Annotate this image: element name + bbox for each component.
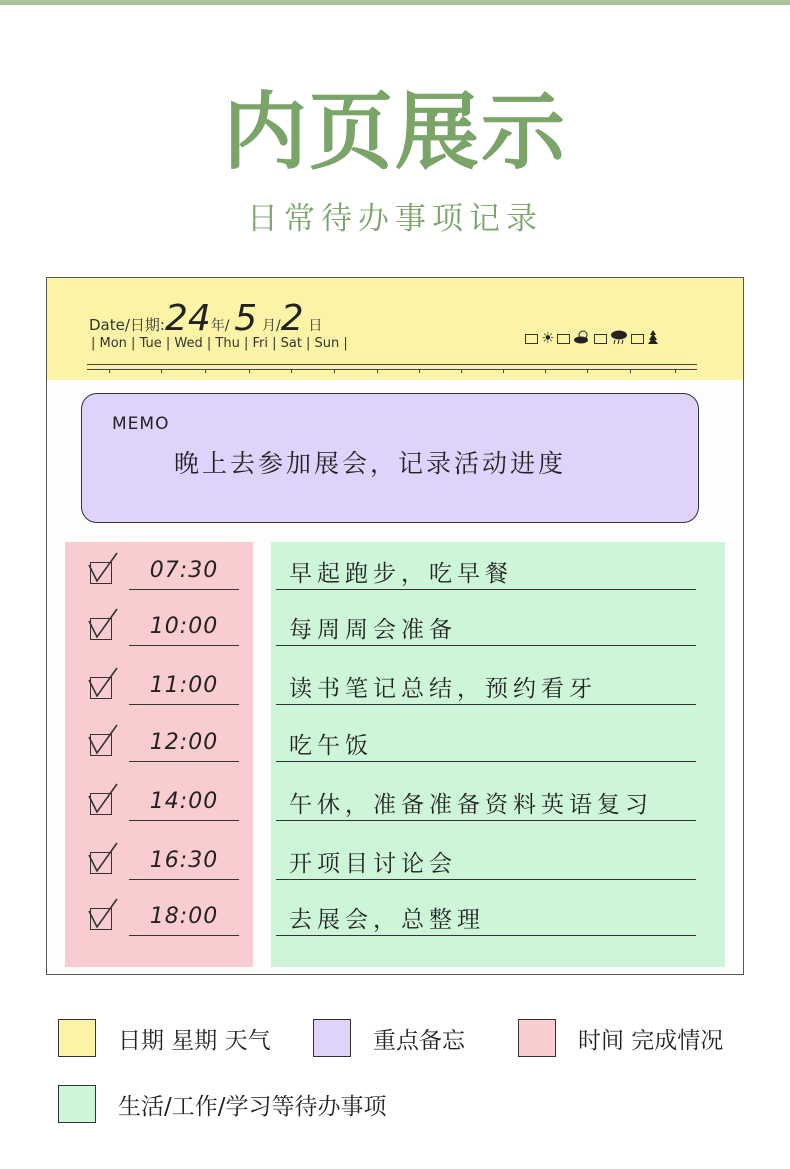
date-day: 2 [280, 298, 304, 339]
cloud-icon [573, 330, 591, 347]
row-time: 16:30 [149, 848, 219, 873]
date-prefix: Date/日期: [89, 316, 165, 334]
legend-swatch-green [58, 1085, 96, 1123]
time-underline [129, 761, 239, 762]
weekday-selector: | Mon | Tue | Wed | Thu | Fri | Sat | Sun | [91, 336, 348, 351]
time-underline [129, 820, 239, 821]
row-task: 每周周会准备 [289, 617, 457, 643]
time-underline [129, 935, 239, 936]
time-underline [129, 645, 239, 646]
date-header-band [47, 278, 743, 380]
legend-label: 重点备忘 [373, 1027, 465, 1054]
weather-checkbox-cloud[interactable] [557, 334, 570, 344]
header-rule-top [87, 364, 697, 365]
page-subtitle: 日常待办事项记录 [247, 201, 543, 237]
time-underline [129, 589, 239, 590]
row-time: 07:30 [149, 558, 219, 583]
legend-swatch-yellow [58, 1019, 96, 1057]
legend-swatch-pink [518, 1019, 556, 1057]
legend-swatch-purple [313, 1019, 351, 1057]
legend-item-time [518, 1019, 723, 1057]
rain-icon [610, 329, 628, 348]
date-month: 5 [234, 298, 258, 339]
task-underline [276, 645, 696, 646]
done-checkbox[interactable] [90, 793, 112, 815]
header-ruler-ticks [87, 369, 697, 374]
check-mark-icon [87, 897, 121, 933]
time-underline [129, 879, 239, 880]
time-underline [129, 704, 239, 705]
check-mark-icon [87, 607, 121, 643]
done-checkbox[interactable] [90, 562, 112, 584]
check-mark-icon [87, 782, 121, 818]
done-checkbox[interactable] [90, 852, 112, 874]
check-mark-icon [87, 723, 121, 759]
row-task: 吃午饭 [289, 733, 373, 759]
date-month-unit: 月/ [261, 318, 281, 334]
snow-icon [647, 329, 659, 348]
date-day-unit: 日 [308, 318, 323, 334]
check-mark-icon [87, 841, 121, 877]
memo-box [81, 393, 699, 523]
legend-label: 生活/工作/学习等待办事项 [118, 1093, 387, 1120]
check-mark-icon [87, 551, 121, 587]
weather-checkbox-rain[interactable] [594, 334, 607, 344]
top-accent-bar [0, 0, 790, 5]
done-checkbox[interactable] [90, 734, 112, 756]
date-year: 24 [164, 298, 211, 339]
row-time: 11:00 [149, 673, 219, 698]
memo-label: MEMO [112, 414, 170, 434]
sun-icon: ☀ [541, 329, 555, 347]
memo-text: 晚上去参加展会，记录活动进度 [174, 449, 567, 478]
weather-checkbox-snow[interactable] [631, 334, 644, 344]
done-checkbox[interactable] [90, 618, 112, 640]
legend-label: 日期 星期 天气 [118, 1027, 271, 1054]
row-task: 早起跑步，吃早餐 [289, 561, 513, 587]
planner-page [46, 277, 744, 975]
row-task: 开项目讨论会 [289, 851, 457, 877]
date-line [89, 298, 322, 339]
row-time: 12:00 [149, 730, 219, 755]
row-task: 读书笔记总结，预约看牙 [289, 676, 597, 702]
row-task: 去展会，总整理 [289, 907, 485, 933]
legend-item-date [58, 1019, 271, 1057]
check-mark-icon [87, 666, 121, 702]
task-underline [276, 879, 696, 880]
done-checkbox[interactable] [90, 677, 112, 699]
weather-selector [525, 329, 659, 348]
task-underline [276, 935, 696, 936]
weather-checkbox-sun[interactable] [525, 334, 538, 344]
row-time: 10:00 [149, 614, 219, 639]
task-underline [276, 761, 696, 762]
legend-item-memo [313, 1019, 465, 1057]
legend-item-tasks [58, 1085, 387, 1123]
row-time: 18:00 [149, 904, 219, 929]
row-time: 14:00 [149, 789, 219, 814]
date-year-unit: 年/ [210, 318, 230, 334]
row-task: 午休，准备准备资料英语复习 [289, 792, 653, 818]
legend-label: 时间 完成情况 [578, 1027, 724, 1054]
task-underline [276, 704, 696, 705]
done-checkbox[interactable] [90, 908, 112, 930]
page-title: 内页展示 [222, 82, 567, 181]
task-underline [276, 589, 696, 590]
task-underline [276, 820, 696, 821]
